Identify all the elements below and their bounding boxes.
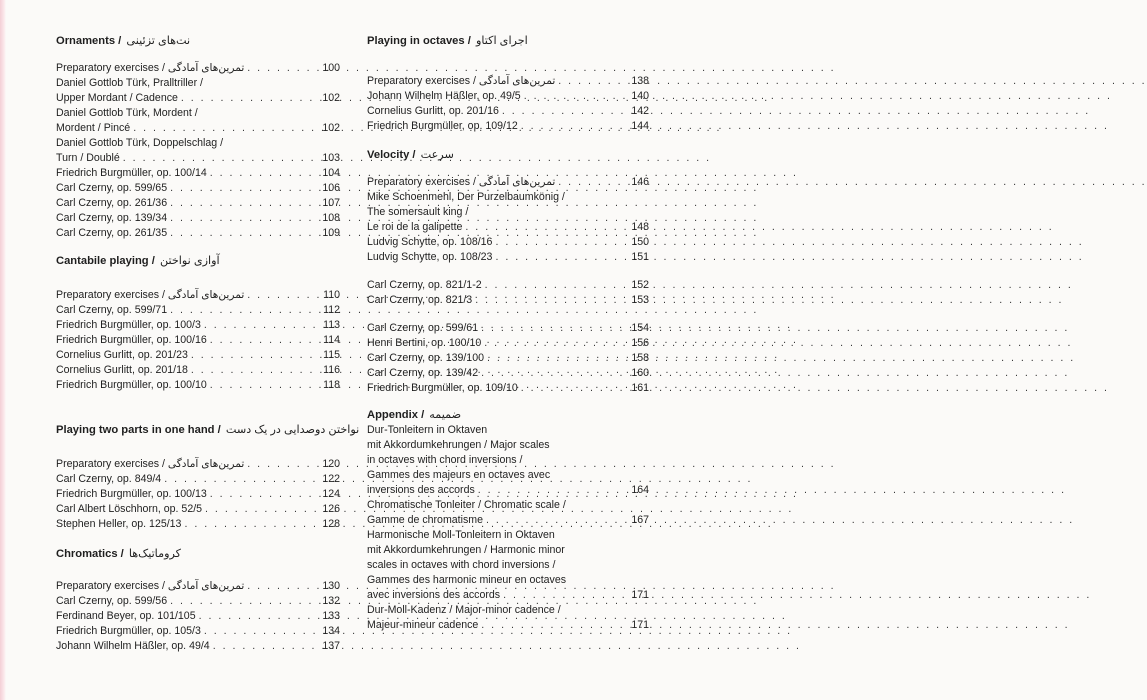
section-title-en: Cantabile playing / [56, 255, 155, 267]
page-edge [0, 0, 6, 700]
toc-entry [56, 457, 340, 472]
entry-title: Harmonische Moll-Tonleitern in Oktaven [367, 529, 555, 541]
entry-title: Carl Czerny, op. 821/1-2 [367, 279, 482, 291]
page-number: 130 [322, 580, 340, 592]
entry-title: Carl Czerny, op. 599/61 [367, 322, 479, 334]
section-title [56, 547, 340, 562]
page-number: 103 [322, 152, 340, 164]
dot-leader [503, 588, 626, 603]
page-number: 100 [322, 62, 340, 74]
entry-title: Johann Wilhelm Häßler, op. 49/5 [367, 90, 521, 102]
entry-list [367, 175, 649, 265]
toc-entry [56, 121, 340, 136]
dot-leader [478, 483, 626, 498]
entry-title: Carl Czerny, op. 599/71 [56, 304, 168, 316]
page-number: 167 [631, 514, 649, 526]
page-number: 150 [631, 236, 649, 248]
dot-leader [164, 472, 317, 487]
section-title-fa: ضمیمه [429, 409, 462, 421]
toc-entry [56, 517, 340, 532]
entry-title: scales in octaves with chord inversions / [367, 559, 556, 571]
toc-entry [367, 235, 649, 250]
page-number: 120 [322, 458, 340, 470]
page-number: 108 [322, 212, 340, 224]
page-number: 104 [322, 167, 340, 179]
toc-entry [367, 423, 649, 438]
dot-leader [558, 74, 626, 89]
page-number: 146 [631, 176, 649, 188]
toc-entry [56, 211, 340, 226]
entry-title: Friedrich Burgmüller, op. 100/14 [56, 167, 207, 179]
dot-leader [204, 318, 317, 333]
toc-entry [367, 278, 649, 293]
entry-title: Johann Wilhelm Häßler, op. 49/4 [56, 640, 210, 652]
entry-title: Preparatory exercises / تمرین‌های آمادگی [56, 458, 245, 470]
dot-leader [184, 517, 317, 532]
dot-leader [205, 502, 317, 517]
section-title-en: Appendix / [367, 409, 425, 421]
page-number: 133 [322, 610, 340, 622]
entry-title: Carl Czerny, op. 139/100 [367, 352, 484, 364]
toc-entry [367, 250, 649, 265]
toc-entry [367, 468, 649, 483]
toc-entry [367, 558, 649, 573]
entry-title: Chromatische Tonleiter / Chromatic scale / [367, 499, 566, 511]
page-number: 140 [631, 90, 649, 102]
dot-leader [521, 381, 626, 396]
section-title-en: Velocity / [367, 149, 416, 161]
toc-entry [367, 104, 649, 119]
toc-entry [367, 293, 649, 308]
entry-title: Friedrich Burgmüller, op. 100/3 [56, 319, 201, 331]
dot-leader [486, 513, 626, 528]
page-number: 106 [322, 182, 340, 194]
dot-leader [210, 487, 317, 502]
dot-leader [170, 303, 317, 318]
toc-entry [56, 333, 340, 348]
toc-entry [367, 513, 649, 528]
page-number: 118 [323, 379, 340, 391]
page-number: 160 [631, 367, 649, 379]
page-number: 124 [322, 488, 340, 500]
entry-title: Carl Czerny, op. 849/4 [56, 473, 162, 485]
toc-entry [367, 351, 649, 366]
dot-leader [247, 61, 317, 76]
entry-title: Upper Mordant / Cadence [56, 92, 178, 104]
entry-title: Daniel Gottlob Türk, Pralltriller / [56, 77, 203, 89]
page-number: 148 [631, 221, 649, 233]
toc-entry [367, 190, 649, 205]
entry-title: Majeur-mineur cadence [367, 619, 479, 631]
entry-title: Turn / Doublé [56, 152, 120, 164]
toc-entry [56, 579, 340, 594]
section-title-fa: کروماتیک‌ها [128, 548, 181, 560]
entry-title: Preparatory exercises / تمرین‌های آمادگی [56, 580, 245, 592]
entry-title: Ludvig Schytte, op. 108/16 [367, 236, 493, 248]
dot-leader [524, 89, 626, 104]
entry-list [367, 278, 649, 308]
section-title-fa: اجرای اکتاو [475, 35, 528, 47]
toc-entry [56, 363, 340, 378]
page-number: 126 [322, 503, 340, 515]
dot-leader [204, 624, 317, 639]
entry-title: Friedrich Burgmüller, op. 109/10 [367, 382, 518, 394]
entry-title: inversions des accords [367, 484, 475, 496]
entry-title: Carl Czerny, op. 139/34 [56, 212, 168, 224]
section-title-fa: نت‌های تزئینی [126, 35, 191, 47]
page-number: 102 [322, 122, 340, 134]
toc-entry [367, 89, 649, 104]
dot-leader [170, 211, 317, 226]
section-cantabile [56, 254, 340, 393]
toc-entry [367, 321, 649, 336]
page-number: 113 [323, 319, 340, 331]
page-number: 138 [631, 75, 649, 87]
toc-entry [56, 378, 340, 393]
toc-entry [56, 594, 340, 609]
page-number: 171 [631, 589, 649, 601]
dot-leader [170, 594, 317, 609]
page-number: 158 [631, 352, 649, 364]
page-number: 102 [322, 92, 340, 104]
section-title [56, 34, 340, 49]
section-title-en: Ornaments / [56, 35, 122, 47]
entry-title: Cornelius Gurlitt, op. 201/18 [56, 364, 188, 376]
entry-title: Carl Czerny, op. 599/56 [56, 595, 168, 607]
toc-entry [367, 498, 649, 513]
entry-title: Carl Czerny, op. 139/42 [367, 367, 479, 379]
dot-leader [199, 609, 317, 624]
toc-entry [56, 472, 340, 487]
dot-leader [481, 321, 626, 336]
page-number: 171 [631, 619, 649, 631]
entry-title: Stephen Heller, op. 125/13 [56, 518, 182, 530]
page-number: 153 [631, 294, 649, 306]
entry-title: Friedrich Burgmüller, op. 100/16 [56, 334, 207, 346]
toc-entry [367, 528, 649, 543]
toc-entry [367, 205, 649, 220]
entry-title: Preparatory exercises / تمرین‌های آمادگی [56, 289, 245, 301]
page-number: 110 [323, 289, 340, 301]
section-chromatics [56, 547, 340, 654]
entry-title: Dur-Moll-Kadenz / Major-minor cadence / [367, 604, 561, 616]
dot-leader [213, 639, 317, 654]
dot-leader [495, 250, 626, 265]
entry-list [56, 61, 340, 241]
toc-entry [367, 603, 649, 618]
section-title [367, 34, 649, 49]
toc-entry [56, 303, 340, 318]
section-ornaments [56, 34, 340, 241]
toc-left-column [56, 34, 360, 654]
section-title [367, 148, 649, 163]
entry-list [56, 288, 340, 393]
dot-leader [170, 226, 317, 241]
entry-title: avec inversions des accords [367, 589, 501, 601]
section-title [367, 408, 649, 423]
section-octaves [367, 34, 649, 134]
entry-title: mit Akkordumkehrungen / Harmonic minor [367, 544, 565, 556]
toc-entry [367, 175, 649, 190]
toc-entry [56, 106, 340, 121]
toc-entry [367, 220, 649, 235]
page-number: 112 [323, 304, 340, 316]
toc-entry [367, 543, 649, 558]
toc-entry [56, 196, 340, 211]
dot-leader [210, 333, 317, 348]
entry-list [367, 74, 649, 134]
dot-leader [475, 293, 626, 308]
dot-leader [170, 181, 317, 196]
dot-leader [481, 366, 626, 381]
dot-leader [247, 579, 317, 594]
section-velocity [367, 148, 649, 396]
toc-entry [367, 119, 649, 134]
entry-list [367, 423, 649, 633]
entry-title: Friedrich Burgmüller, op. 100/10 [56, 379, 207, 391]
dot-leader [191, 348, 317, 363]
entry-title: Ferdinand Beyer, op. 101/105 [56, 610, 196, 622]
toc-entry [56, 348, 340, 363]
dot-leader [181, 91, 317, 106]
page-number: 152 [631, 279, 649, 291]
entry-title: Daniel Gottlob Türk, Mordent / [56, 107, 198, 119]
page-number: 164 [631, 484, 649, 496]
entry-title: Mordent / Pincé [56, 122, 131, 134]
entry-title: The somersault king / [367, 206, 469, 218]
toc-entry [56, 166, 340, 181]
dot-leader [123, 151, 317, 166]
toc-entry [367, 74, 649, 89]
section-title-en: Chromatics / [56, 548, 124, 560]
entry-title: mit Akkordumkehrungen / Major scales [367, 439, 550, 451]
dot-leader [247, 457, 317, 472]
entry-title: Friedrich Burgmüller, op. 109/12 [367, 120, 518, 132]
entry-title: Preparatory exercises / تمرین‌های آمادگی [367, 75, 556, 87]
page-number: 122 [322, 473, 340, 485]
dot-leader [521, 119, 626, 134]
toc-entry [56, 136, 340, 151]
entry-title: Gamme de chromatisme [367, 514, 483, 526]
dot-leader [191, 363, 317, 378]
section-appendix [367, 408, 649, 633]
toc-right-column [367, 34, 649, 633]
dot-leader [502, 104, 626, 119]
entry-title: Le roi de la galipette [367, 221, 463, 233]
entry-title: Carl Albert Löschhorn, op. 52/5 [56, 503, 203, 515]
section-title-en: Playing two parts in one hand / [56, 424, 221, 436]
section-title-fa: سرعت [420, 149, 454, 161]
entry-title: Henri Bertini, op. 100/10 [367, 337, 482, 349]
dot-leader [495, 235, 626, 250]
dot-leader [247, 288, 317, 303]
toc-entry [56, 288, 340, 303]
dot-leader [487, 351, 626, 366]
toc-entry [367, 366, 649, 381]
entry-title: Cornelius Gurlitt, op. 201/23 [56, 349, 188, 361]
toc-entry [367, 336, 649, 351]
toc-entry [56, 487, 340, 502]
toc-entry [56, 61, 340, 76]
entry-list [56, 579, 340, 654]
toc-entry [367, 438, 649, 453]
toc-entry [56, 181, 340, 196]
entry-title: Carl Czerny, op. 261/36 [56, 197, 168, 209]
toc-entry [56, 76, 340, 91]
section-title-en: Playing in octaves / [367, 35, 471, 47]
entry-title: Carl Czerny, op. 821/3 [367, 294, 473, 306]
page-number: 161 [631, 382, 649, 394]
toc-entry [367, 483, 649, 498]
toc-entry [56, 502, 340, 517]
page-number: 109 [322, 227, 340, 239]
toc-entry [56, 91, 340, 106]
toc-entry [367, 573, 649, 588]
dot-leader [558, 175, 626, 190]
dot-leader [485, 278, 626, 293]
page-number: 142 [631, 105, 649, 117]
toc-entry [367, 453, 649, 468]
entry-title: Ludvig Schytte, op. 108/23 [367, 251, 493, 263]
toc-entry [56, 624, 340, 639]
entry-list [56, 457, 340, 532]
page-number: 115 [323, 349, 340, 361]
entry-list [367, 321, 649, 396]
dot-leader [465, 220, 626, 235]
page-number: 132 [322, 595, 340, 607]
entry-title: Daniel Gottlob Türk, Doppelschlag / [56, 137, 224, 149]
dot-leader [484, 336, 626, 351]
entry-title: Carl Czerny, op. 599/65 [56, 182, 168, 194]
page-number: 128 [322, 518, 340, 530]
entry-title: Cornelius Gurlitt, op. 201/16 [367, 105, 499, 117]
dot-leader [210, 166, 317, 181]
toc-entry [367, 381, 649, 396]
page-number: 156 [631, 337, 649, 349]
toc-entry [367, 618, 649, 633]
page-number: 114 [323, 334, 340, 346]
entry-title: Gammes des majeurs en octaves avec [367, 469, 551, 481]
toc-entry [56, 318, 340, 333]
section-title-fa: نواختن دوصدایی در یک دست [225, 424, 360, 436]
toc-entry [367, 588, 649, 603]
page-number: 116 [323, 364, 340, 376]
entry-title: Mike Schoenmehl, Der Purzelbaumkönig / [367, 191, 565, 203]
dot-leader [210, 378, 317, 393]
entry-title: Carl Czerny, op. 261/35 [56, 227, 168, 239]
section-title-fa: آوازی نواختن [159, 255, 220, 267]
entry-title: Friedrich Burgmüller, op. 105/3 [56, 625, 201, 637]
entry-title: Preparatory exercises / تمرین‌های آمادگی [56, 62, 245, 74]
page-number: 154 [631, 322, 649, 334]
page-number: 134 [322, 625, 340, 637]
entry-title: Gammes des harmonic mineur en octaves [367, 574, 567, 586]
entry-title: Preparatory exercises / تمرین‌های آمادگی [367, 176, 556, 188]
page-number: 144 [631, 120, 649, 132]
toc-entry [56, 226, 340, 241]
section-title [56, 423, 360, 438]
entry-title: in octaves with chord inversions / [367, 454, 523, 466]
toc-entry [56, 609, 340, 624]
dot-leader [133, 121, 317, 136]
page-number: 107 [322, 197, 340, 209]
toc-entry [56, 151, 340, 166]
toc-entry [56, 639, 340, 654]
page-number: 151 [631, 251, 649, 263]
entry-title: Friedrich Burgmüller, op. 100/13 [56, 488, 207, 500]
entry-title: Dur-Tonleitern in Oktaven [367, 424, 488, 436]
section-title [56, 254, 340, 269]
section-two-parts [56, 423, 360, 532]
page-number: 137 [322, 640, 340, 652]
dot-leader [170, 196, 317, 211]
dot-leader [481, 618, 626, 633]
